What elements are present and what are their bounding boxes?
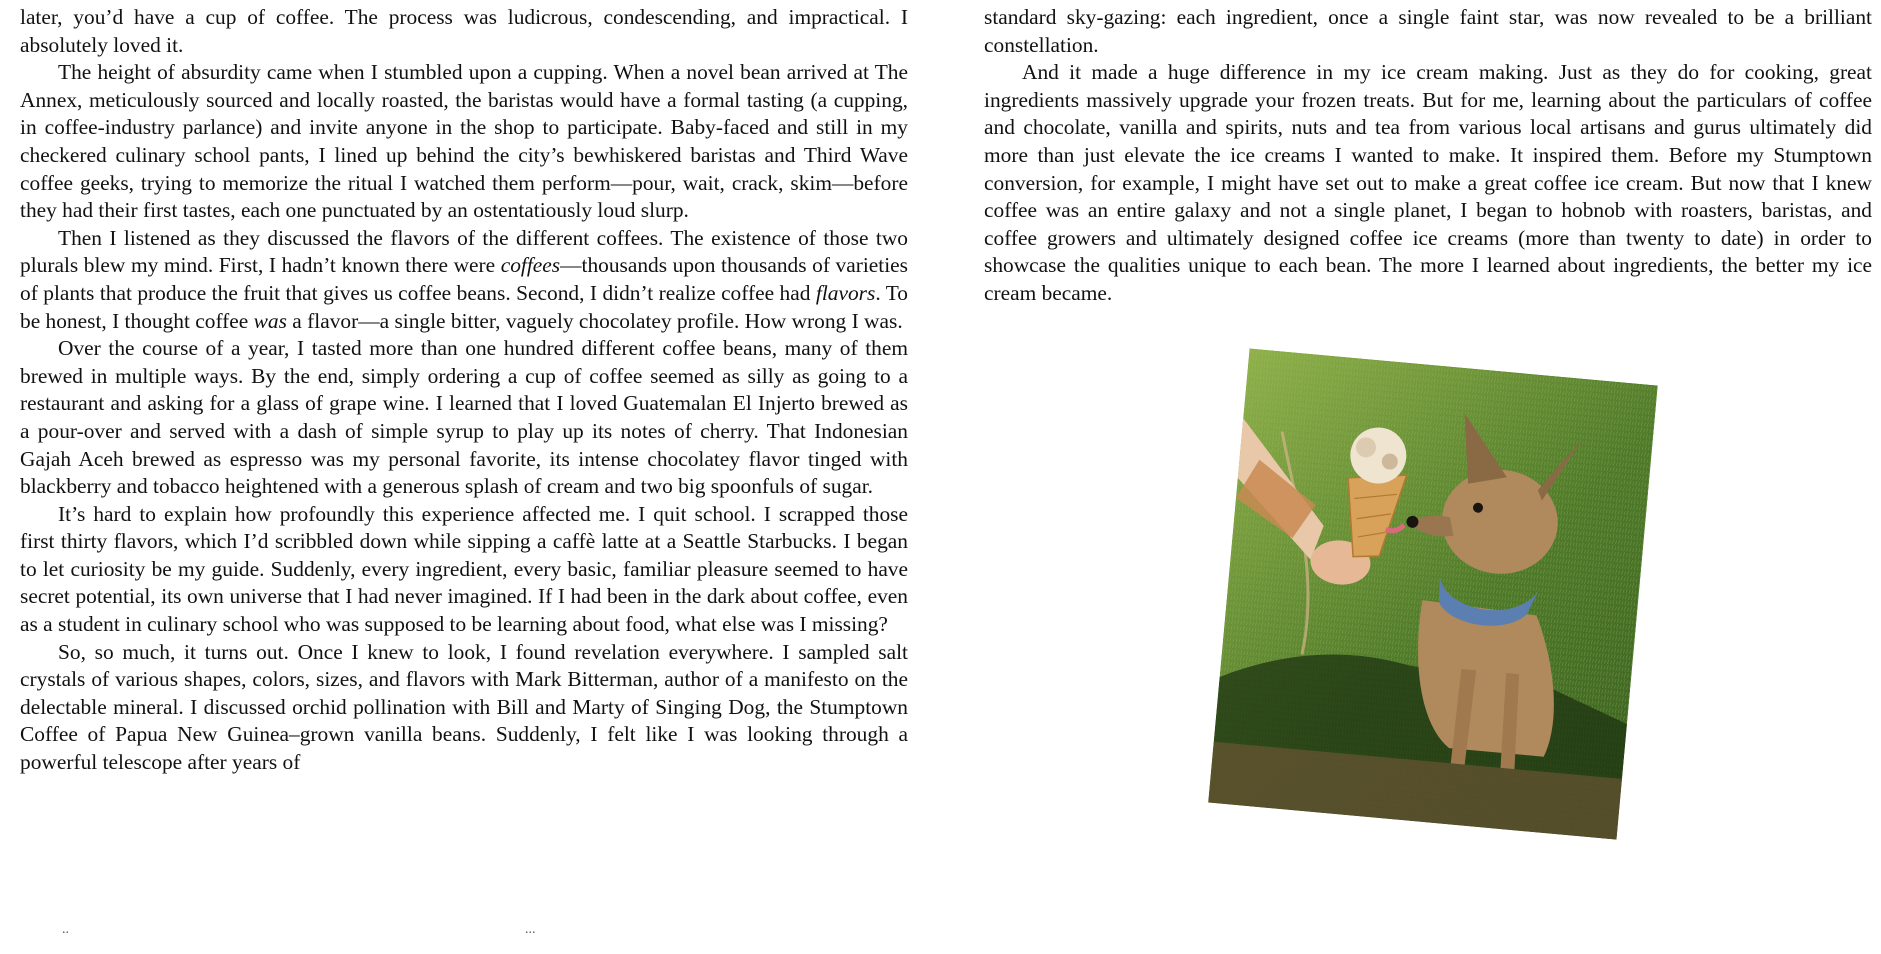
paragraph: Over the course of a year, I tasted more than one hundred different coffee beans, many of them brewed in multiple ways. By the end, simply ordering a cup of coffee seemed as silly as going to a restaurant and asking for a glass of grape wine. I learned that I loved Guatemalan El Injerto brewed as a pour-over and served with a dash of simple syrup to play up its notes of cherry. That Indonesian Gajah Aceh brewed as espresso was my personal favorite, its intense chocolatey flavor tinged with blackberry and tobacco heightened with a generous splash of cream and two big spoonfuls of sugar. bbox=[20, 336, 908, 499]
paragraph: And it made a huge difference in my ice cream making. Just as they do for cooking, great ingredients massively upgrade your frozen treats. But for me, learning about the particulars of coffee and chocolate, vanilla and spirits, nuts and tea from various local artisans and gurus ultimately did more than just elevate the ice creams I wanted to make. It inspired them. Before my Stumptown conversion, for example, I might have set out to make a great coffee ice cream. But now that I knew coffee was an entire galaxy and not a single planet, I began to hobnob with roasters, baristas, and coffee growers and ultimately designed coffee ice creams (more than twenty to date) in order to showcase the qualities unique to each bean. The more I learned about ingredients, the better my ice cream became. bbox=[984, 60, 1872, 305]
dog-ice-cream-photo bbox=[1208, 348, 1658, 839]
photo-illustration bbox=[1208, 348, 1658, 839]
paragraph: later, you’d have a cup of coffee. The process was ludicrous, condescending, and impractical. I absolutely loved it. bbox=[20, 5, 908, 57]
paragraph: So, so much, it turns out. Once I knew to look, I found revelation everywhere. I sampled salt crystals of various shapes, colors, sizes, and flavors with Mark Bitterman, author of a manifesto on the delectable mineral. I discussed orchid pollination with Bill and Marty of Singing Dog, the Stumptown Coffee of Papua New Guinea–grown vanilla beans. Suddenly, I felt like I was looking through a powerful telescope after years of bbox=[20, 639, 908, 775]
paragraph: Then I listened as they discussed the flavors of the different coffees. The existence of those two plurals blew my mind. First, I hadn’t known there were coffees—thousands upon thousands of varieties of plants that produce the fruit that gives us coffee beans. Second, I didn’t realize coffee had flavors. To be honest, I thought coffee was a flavor—a single bitter, vaguely chocolatey profile. How wrong I was. bbox=[20, 225, 908, 333]
italic-word: coffees bbox=[500, 253, 561, 278]
right-text-column bbox=[984, 4, 1872, 308]
paragraph: It’s hard to explain how profoundly this experience affected me. I quit school. I scrapped those first thirty flavors, which I’d scribbled down while sipping a caffè latte at a Seattle Starbucks. I began to let curiosity be my guide. Suddenly, every ingredient, every basic, familiar pleasure seemed to have secret potential, its own universe that I had never imagined. If I had been in the dark about coffee, even as a student in culinary school who was supposed to be learning about food, what else was I missing? bbox=[20, 501, 908, 637]
left-text-column bbox=[20, 4, 908, 777]
footer-mark: ... bbox=[525, 922, 536, 937]
footer-mark: .. bbox=[62, 922, 69, 937]
paragraph: standard sky-gazing: each ingredient, once a single faint star, was now revealed to be a brilliant constellation. bbox=[984, 5, 1872, 57]
italic-word: was bbox=[253, 308, 287, 333]
paragraph: The height of absurdity came when I stumbled upon a cupping. When a novel bean arrived at The Annex, meticulously sourced and locally roasted, the baristas would have a formal tasting (a cupping, in coffee-industry parlance) and invite anyone in the shop to participate. Baby-faced and still in my checkered culinary school pants, I lined up behind the city’s bewhiskered baristas and Third Wave coffee geeks, trying to memorize the ritual I watched them perform—pour, wait, crack, skim—before they had their first tastes, each one punctuated by an ostentatiously loud slurp. bbox=[20, 60, 908, 223]
italic-word: flavors bbox=[815, 280, 876, 305]
